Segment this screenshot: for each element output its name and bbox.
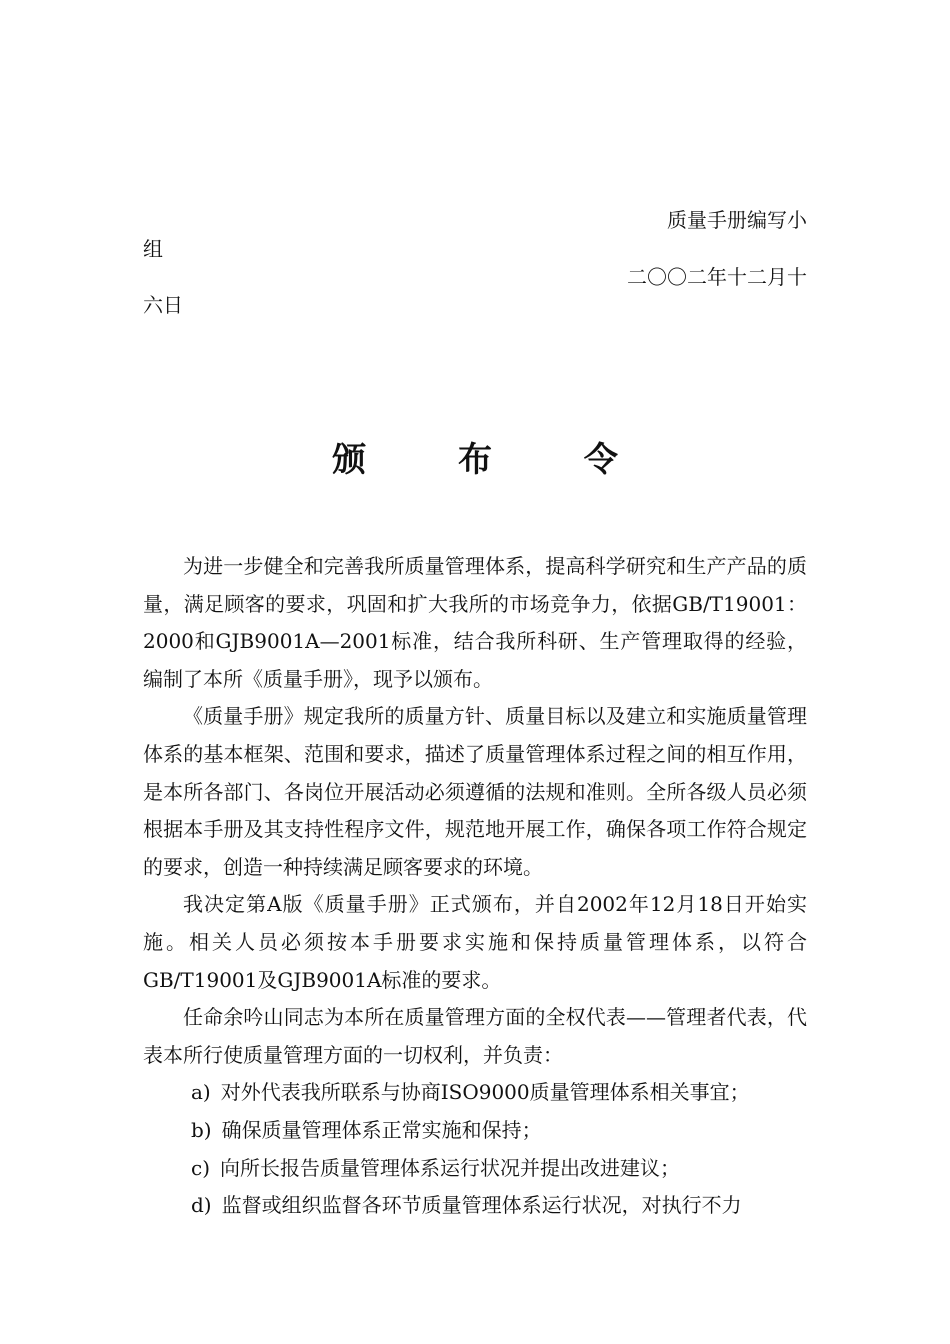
list-item <box>143 1074 807 1112</box>
list-item <box>143 1112 807 1150</box>
paragraph-intro: 为进一步健全和完善我所质量管理体系，提高科学研究和生产产品的质量，满足顾客的要求，巩固和扩大我所的市场竞争力，依据GB/T19001：2000和GJB9001A—2001标准，结合我所科研、生产管理取得的经验，编制了本所《质量手册》，现予以颁布。 <box>143 554 807 691</box>
list-item-text: 监督或组织监督各环节质量管理体系运行状况，对执行不力 <box>221 1193 742 1218</box>
list-item-label: c) <box>191 1155 211 1180</box>
author-line-2: 组 <box>143 237 163 261</box>
date-line-2: 六日 <box>143 293 183 317</box>
document-title: 颁 布 令 <box>332 440 658 480</box>
list-item-text: 对外代表我所联系与协商ISO9000质量管理体系相关事宜； <box>220 1080 750 1105</box>
date-line-1: 二〇〇二年十二月十 <box>627 265 807 289</box>
paragraph-effective-date: 我决定第A版《质量手册》正式颁布，并自2002年12月18日开始实施。相关人员必须按本手册要求实施和保持质量管理体系，以符合GB/T19001及GJB9001A标准的要求。 <box>143 892 807 992</box>
document-body <box>143 548 807 1225</box>
list-item <box>143 1187 807 1225</box>
list-item-text: 向所长报告质量管理体系运行状况并提出改进建议； <box>220 1155 681 1180</box>
list-item-label: b) <box>191 1117 212 1142</box>
list-item-text: 确保质量管理体系正常实施和保持； <box>221 1117 542 1142</box>
list-item <box>143 1150 807 1188</box>
paragraph-manual-scope: 《质量手册》规定我所的质量方针、质量目标以及建立和实施质量管理体系的基本框架、范围和要求，描述了质量管理体系过程之间的相互作用，是本所各部门、各岗位开展活动必须遵循的法规和准则。全所各级人员必须根据本手册及其支持性程序文件，规范地开展工作，确保各项工作符合规定的要求，创造一种持续满足顾客要求的环境。 <box>143 704 807 879</box>
list-item-label: d) <box>191 1193 212 1218</box>
list-item-label: a) <box>191 1080 211 1105</box>
paragraph-appointment: 任命余吟山同志为本所在质量管理方面的全权代表——管理者代表，代表本所行使质量管理方面的一切权利，并负责： <box>143 1005 807 1067</box>
author-line-1: 质量手册编写小 <box>667 208 807 232</box>
